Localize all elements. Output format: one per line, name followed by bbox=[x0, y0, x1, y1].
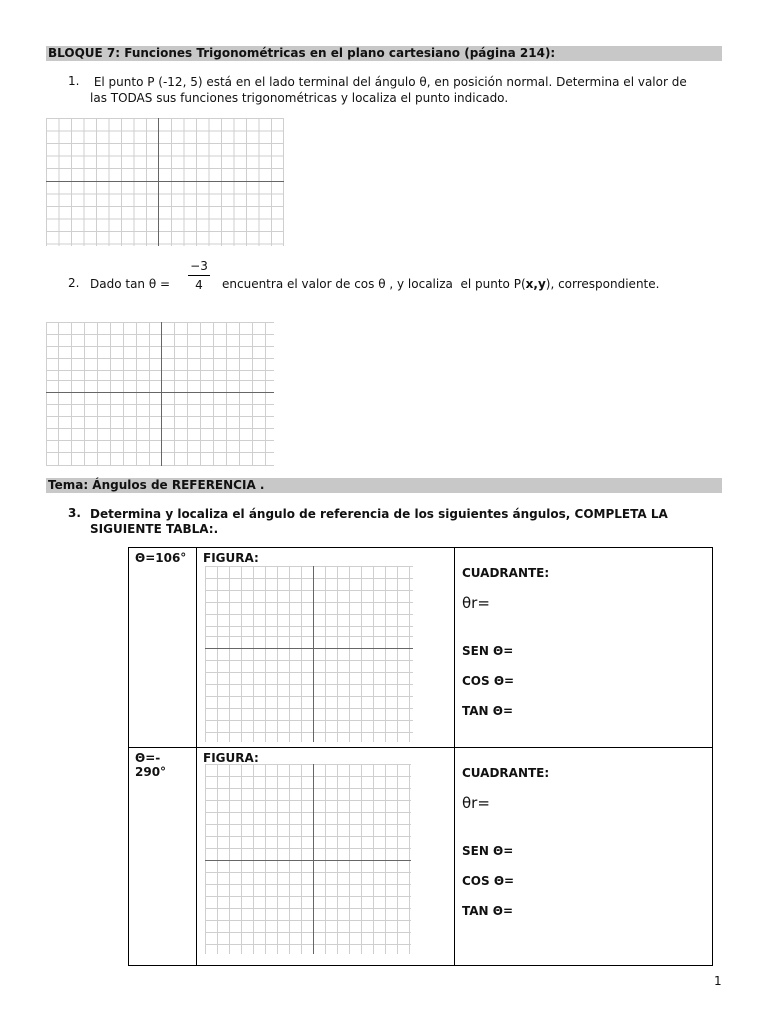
question-2-number: 2. bbox=[68, 276, 80, 290]
page-number: 1 bbox=[714, 974, 722, 988]
cartesian-grid-1 bbox=[46, 118, 284, 246]
cos-label: COS Θ= bbox=[462, 674, 515, 688]
angle-line1: Θ=106° bbox=[135, 551, 187, 565]
tan-fraction bbox=[188, 259, 210, 292]
tan-label: TAN Θ= bbox=[462, 904, 514, 918]
angle-cell bbox=[129, 748, 197, 966]
fraction-denominator: 4 bbox=[195, 278, 203, 292]
cartesian-grid-3 bbox=[205, 566, 413, 745]
cuadrante-label: CUADRANTE: bbox=[462, 566, 550, 580]
question-2-suffix-a: encuentra el valor de cos θ , y localiza el punto P( bbox=[222, 277, 526, 291]
question-2-suffix-b: ), correspondiente. bbox=[545, 277, 660, 291]
theta-r-label: θr= bbox=[462, 794, 490, 812]
cartesian-grid-4 bbox=[205, 764, 411, 957]
fraction-bar bbox=[188, 275, 210, 276]
cos-label: COS Θ= bbox=[462, 874, 515, 888]
sen-label: SEN Θ= bbox=[462, 844, 514, 858]
question-3-text-line2: SIGUIENTE TABLA:. bbox=[90, 522, 219, 536]
theta-r-label: θr= bbox=[462, 594, 490, 612]
angle-line1: Θ=- bbox=[135, 751, 161, 765]
sen-label: SEN Θ= bbox=[462, 644, 514, 658]
figure-label: FIGURA: bbox=[203, 551, 259, 565]
cartesian-grid-2 bbox=[46, 322, 274, 466]
question-2-prefix: Dado tan θ = bbox=[90, 277, 174, 291]
fraction-numerator: −3 bbox=[190, 259, 208, 273]
figure-cell bbox=[197, 548, 455, 748]
question-2-suffix bbox=[222, 276, 659, 292]
question-3-number: 3. bbox=[68, 506, 81, 520]
question-3-text-line1: Determina y localiza el ángulo de referencia de los siguientes ángulos, COMPLETA LA bbox=[90, 507, 668, 521]
angle-value bbox=[129, 548, 196, 565]
angle-value bbox=[129, 748, 196, 779]
info-cell bbox=[455, 748, 713, 966]
table-row bbox=[129, 748, 713, 966]
table-row bbox=[129, 548, 713, 748]
question-1-number: 1. bbox=[68, 74, 80, 88]
reference-angles-table bbox=[128, 547, 713, 966]
section-header-bloque7: BLOQUE 7: Funciones Trigonométricas en el plano cartesiano (página 214): bbox=[46, 46, 722, 61]
info-cell bbox=[455, 548, 713, 748]
question-2-suffix-bold: x,y bbox=[525, 277, 546, 291]
question-1-text-line1: El punto P (-12, 5) está en el lado terminal del ángulo θ, en posición normal. Determina el valor de bbox=[90, 75, 687, 89]
angle-line2: 290° bbox=[135, 765, 167, 779]
tan-label: TAN Θ= bbox=[462, 704, 514, 718]
cuadrante-label: CUADRANTE: bbox=[462, 766, 550, 780]
section-header-tema: Tema: Ángulos de REFERENCIA . bbox=[46, 478, 722, 493]
angle-cell bbox=[129, 548, 197, 748]
figure-cell bbox=[197, 748, 455, 966]
question-1-text-line2: las TODAS sus funciones trigonométricas y localiza el punto indicado. bbox=[90, 91, 509, 105]
figure-label: FIGURA: bbox=[203, 751, 259, 765]
